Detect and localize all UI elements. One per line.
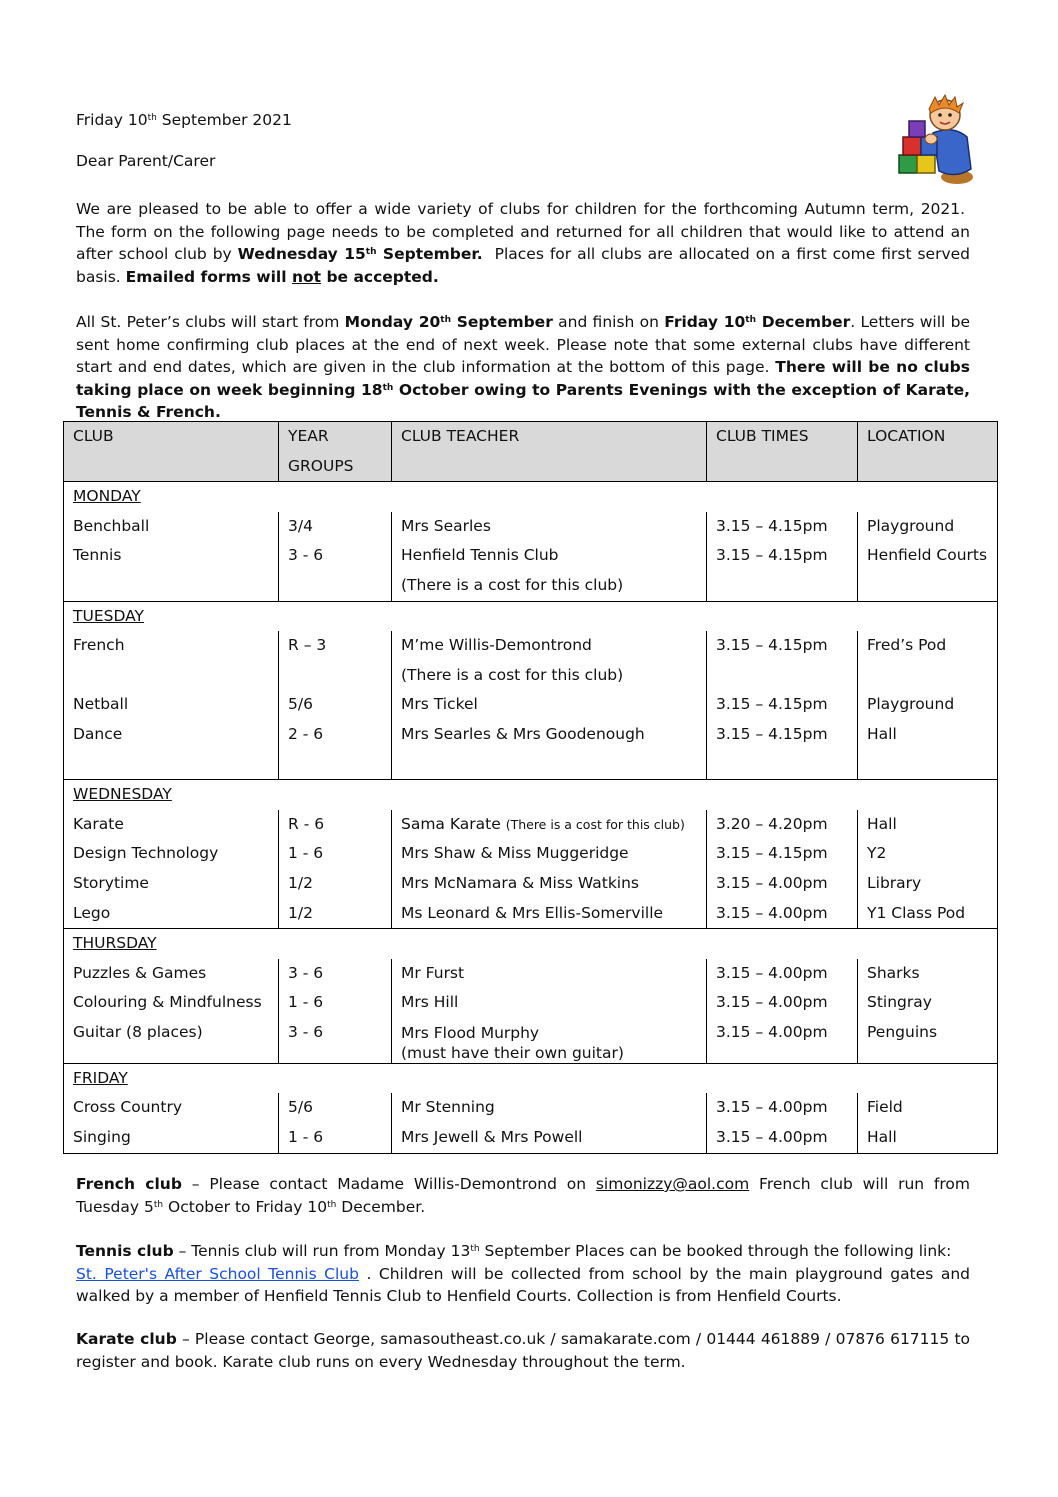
header-club-teacher: CLUB TEACHER bbox=[392, 422, 707, 482]
club-name: Karate bbox=[64, 810, 279, 840]
table-row bbox=[64, 690, 998, 720]
club-teacher: Mrs Searles bbox=[392, 512, 707, 542]
club-location: Sharks bbox=[858, 959, 998, 989]
club-teacher: Ms Leonard & Mrs Ellis-Somerville bbox=[392, 899, 707, 929]
club-location: Penguins bbox=[858, 1018, 998, 1064]
club-teacher: Mrs Hill bbox=[392, 988, 707, 1018]
club-location: Hall bbox=[858, 1123, 998, 1153]
club-teacher: Mr Stenning bbox=[392, 1093, 707, 1123]
day-label: WEDNESDAY bbox=[64, 780, 998, 810]
table-row bbox=[64, 988, 998, 1018]
table-row bbox=[64, 541, 998, 571]
year-groups: 1/2 bbox=[279, 869, 392, 899]
club-teacher: M’me Willis-Demontrond bbox=[392, 631, 707, 661]
french-text: – Please contact Madame Willis-Demontrond on bbox=[181, 1175, 596, 1193]
club-teacher: Henfield Tennis Club bbox=[392, 541, 707, 571]
table-row bbox=[64, 512, 998, 542]
table-row bbox=[64, 1018, 998, 1064]
club-teacher bbox=[392, 810, 707, 840]
day-label: TUESDAY bbox=[64, 601, 998, 631]
tennis-booking-link[interactable]: St. Peter's After School Tennis Club bbox=[76, 1264, 359, 1283]
table-row bbox=[64, 1093, 998, 1123]
club-name: Singing bbox=[64, 1123, 279, 1153]
header-club: CLUB bbox=[64, 422, 279, 482]
day-row-tuesday bbox=[64, 601, 998, 631]
club-name: Benchball bbox=[64, 512, 279, 542]
club-time: 3.20 – 4.20pm bbox=[707, 810, 858, 840]
clubs-table bbox=[63, 421, 998, 1154]
year-groups: R - 6 bbox=[279, 810, 392, 840]
club-teacher: Mr Furst bbox=[392, 959, 707, 989]
table-row bbox=[64, 631, 998, 661]
club-location: Stingray bbox=[858, 988, 998, 1018]
table-row-empty bbox=[64, 750, 998, 780]
club-teacher: Mrs Jewell & Mrs Powell bbox=[392, 1123, 707, 1153]
club-teacher: Mrs Shaw & Miss Muggeridge bbox=[392, 839, 707, 869]
club-time: 3.15 – 4.00pm bbox=[707, 1018, 858, 1064]
club-time: 3.15 – 4.00pm bbox=[707, 988, 858, 1018]
year-groups: 1 - 6 bbox=[279, 839, 392, 869]
karate-club-title: Karate club bbox=[76, 1330, 177, 1348]
karate-text: – Please contact George, samasoutheast.co.uk / samakarate.com / 01444 461889 / 07876 617115 to register and book. Karate club runs on every Wednesday throughout the term. bbox=[76, 1330, 971, 1371]
club-name: French bbox=[64, 631, 279, 661]
tennis-text: . Children will be collected from school by the main playground gates and walked by a member of Henfield Tennis Club to Henfield Courts. Collection is from Henfield Courts. bbox=[76, 1264, 970, 1305]
year-groups: 3 - 6 bbox=[279, 959, 392, 989]
header-location: LOCATION bbox=[858, 422, 998, 482]
day-label: FRIDAY bbox=[64, 1063, 998, 1093]
table-row bbox=[64, 661, 998, 691]
letter-date: Friday 10th September 2021 bbox=[76, 111, 292, 129]
table-row bbox=[64, 839, 998, 869]
club-location: Hall bbox=[858, 810, 998, 840]
club-location: Field bbox=[858, 1093, 998, 1123]
table-row bbox=[64, 959, 998, 989]
french-email-link[interactable]: simonizzy@aol.com bbox=[595, 1175, 750, 1193]
year-groups: 3 - 6 bbox=[279, 1018, 392, 1064]
club-time: 3.15 – 4.00pm bbox=[707, 1123, 858, 1153]
club-time: 3.15 – 4.00pm bbox=[707, 899, 858, 929]
club-name: Colouring & Mindfulness bbox=[64, 988, 279, 1018]
table-row bbox=[64, 720, 998, 750]
guitar-note: (must have their own guitar) bbox=[401, 1043, 624, 1062]
club-location: Y1 Class Pod bbox=[858, 899, 998, 929]
club-name: Guitar (8 places) bbox=[64, 1018, 279, 1064]
club-teacher: Mrs Searles & Mrs Goodenough bbox=[392, 720, 707, 750]
table-row bbox=[64, 1123, 998, 1153]
club-time: 3.15 – 4.15pm bbox=[707, 541, 858, 571]
day-row-wednesday bbox=[64, 780, 998, 810]
club-teacher: Mrs McNamara & Miss Watkins bbox=[392, 869, 707, 899]
club-name: Tennis bbox=[64, 541, 279, 571]
club-name: Design Technology bbox=[64, 839, 279, 869]
cost-note: (There is a cost for this club) bbox=[505, 816, 685, 832]
club-location: Fred’s Pod bbox=[858, 631, 998, 661]
club-time: 3.15 – 4.15pm bbox=[707, 512, 858, 542]
club-time: 3.15 – 4.00pm bbox=[707, 869, 858, 899]
french-club-note: French club – Please contact Madame Willis-Demontrond on simonizzy@aol.com French club will run from Tuesday 5th October to Friday 10th December. bbox=[76, 1175, 970, 1216]
year-groups: 1 - 6 bbox=[279, 988, 392, 1018]
club-location: Playground bbox=[858, 512, 998, 542]
club-location: Hall bbox=[858, 720, 998, 750]
tennis-club-note: Tennis club – Tennis club will run from Monday 13th September Places can be booked through the following link: St. Peter's After School Tennis Club . Children will be collected from school by the main playground gates and walked by a member of Henfield Tennis Club to Henfield Courts. Collection is from Henfield Courts. bbox=[76, 1242, 970, 1305]
dates-paragraph: All St. Peter’s clubs will start from Monday 20th September and finish on Friday 10th December. Letters will be sent home confirming club places at the end of next week. Please note that some external clubs have different start and end dates, which are given in the club information at the bottom of this page. There will be no clubs taking place on week beginning 18th October owing to Parents Evenings with the exception of Karate, Tennis & French. bbox=[76, 313, 971, 421]
cost-note: (There is a cost for this club) bbox=[392, 571, 707, 601]
teacher-name: Sama Karate bbox=[401, 814, 501, 833]
year-groups: 5/6 bbox=[279, 1093, 392, 1123]
club-time: 3.15 – 4.00pm bbox=[707, 1093, 858, 1123]
letter-greeting: Dear Parent/Carer bbox=[76, 152, 216, 170]
club-teacher bbox=[392, 1018, 707, 1064]
club-time: 3.15 – 4.15pm bbox=[707, 631, 858, 661]
year-groups: 1/2 bbox=[279, 899, 392, 929]
club-name: Lego bbox=[64, 899, 279, 929]
year-groups: 3/4 bbox=[279, 512, 392, 542]
club-location: Library bbox=[858, 869, 998, 899]
table-header-row bbox=[64, 422, 998, 482]
year-groups: 2 - 6 bbox=[279, 720, 392, 750]
club-name: Cross Country bbox=[64, 1093, 279, 1123]
cost-note: (There is a cost for this club) bbox=[392, 661, 707, 691]
table-row bbox=[64, 810, 998, 840]
club-time: 3.15 – 4.00pm bbox=[707, 959, 858, 989]
year-groups: 5/6 bbox=[279, 690, 392, 720]
club-location: Henfield Courts bbox=[858, 541, 998, 571]
header-club-times: CLUB TIMES bbox=[707, 422, 858, 482]
club-location: Playground bbox=[858, 690, 998, 720]
club-name: Storytime bbox=[64, 869, 279, 899]
intro-paragraph: We are pleased to be able to offer a wide variety of clubs for children for the forthcoming Autumn term, 2021. The form on the following page needs to be completed and returned for all children that would like to attend an after school club by Wednesday 15th September. Places for all clubs are allocated on a first come first served basis. Emailed forms will not be accepted. bbox=[76, 200, 971, 286]
year-groups: R – 3 bbox=[279, 631, 392, 661]
club-name: Netball bbox=[64, 690, 279, 720]
club-time: 3.15 – 4.15pm bbox=[707, 839, 858, 869]
tennis-club-title: Tennis club bbox=[76, 1242, 174, 1260]
year-groups: 3 - 6 bbox=[279, 541, 392, 571]
club-time: 3.15 – 4.15pm bbox=[707, 690, 858, 720]
club-location: Y2 bbox=[858, 839, 998, 869]
day-label: MONDAY bbox=[64, 482, 998, 512]
table-row bbox=[64, 571, 998, 601]
karate-club-note bbox=[76, 1328, 970, 1373]
day-row-thursday bbox=[64, 929, 998, 959]
header-year-groups: YEAR GROUPS bbox=[279, 422, 392, 482]
french-club-title: French club bbox=[76, 1175, 182, 1193]
club-name: Puzzles & Games bbox=[64, 959, 279, 989]
year-groups: 1 - 6 bbox=[279, 1123, 392, 1153]
boy-with-blocks-image bbox=[893, 93, 978, 185]
day-row-friday bbox=[64, 1063, 998, 1093]
table-row bbox=[64, 899, 998, 929]
day-row-monday bbox=[64, 482, 998, 512]
club-time: 3.15 – 4.15pm bbox=[707, 720, 858, 750]
table-row bbox=[64, 869, 998, 899]
day-label: THURSDAY bbox=[64, 929, 998, 959]
teacher-name: Mrs Flood Murphy bbox=[401, 1023, 540, 1042]
club-name: Dance bbox=[64, 720, 279, 750]
club-teacher: Mrs Tickel bbox=[392, 690, 707, 720]
